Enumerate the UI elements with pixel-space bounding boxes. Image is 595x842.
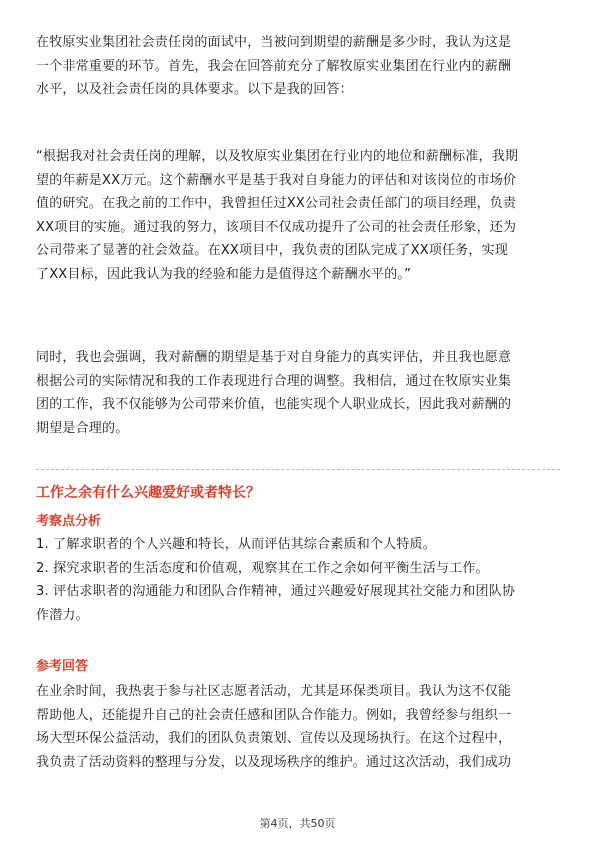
quote-line: 值的研究。在我之前的工作中，我曾担任过XX公司社会责任部门的项目经理，负责	[36, 196, 517, 211]
analysis-point: 3. 评估求职者的沟通能力和团队合作精神，通过兴趣爱好展现其社交能力和团队协	[36, 584, 516, 599]
analysis-heading: 考察点分析	[36, 514, 102, 529]
closing-line: 同时，我也会强调，我对薪酬的期望是基于对自身能力的真实评估，并且我也愿意	[36, 350, 512, 365]
answer-paragraph	[36, 680, 560, 774]
intro-line: 在牧原实业集团社会责任岗的面试中，当被问到期望的薪酬是多少时，我认为这是	[36, 35, 512, 50]
answer-line: 场大型环保公益活动，我们的团队负责策划、宣传以及现场执行。在这个过程中，	[36, 731, 512, 746]
analysis-list	[36, 533, 560, 627]
answer-line: 我负责了活动资料的整理与分发，以及现场秩序的维护。通过这次活动，我们成功	[36, 754, 512, 770]
answer-line: 在业余时间，我热衷于参与社区志愿者活动，尤其是环保类项目。我认为这不仅能	[36, 684, 512, 699]
answer-line: 帮助他人，还能提升自己的社会责任感和团队合作能力。例如，我曾经参与组织一	[36, 707, 512, 723]
analysis-point: 作潜力。	[36, 607, 89, 623]
analysis-point: 2. 探究求职者的生活态度和价值观，观察其在工作之余如何平衡生活与工作。	[36, 560, 489, 576]
page-number: 第4页，共50页	[259, 817, 336, 830]
closing-paragraph	[36, 346, 560, 440]
intro-line: 水平，以及社会责任岗的具体要求。以下是我的回答：	[36, 82, 353, 97]
closing-line: 团的工作，我不仅能够为公司带来价值，也能实现个人职业成长，因此我对薪酬的	[36, 397, 512, 412]
answer-heading: 参考回答	[36, 659, 89, 674]
closing-line: 根据公司的实际情况和我的工作表现进行合理的调整。我相信，通过在牧原实业集	[36, 373, 512, 389]
closing-line: 期望是合理的。	[36, 420, 129, 436]
quote-line: “根据我对社会责任岗的理解，以及牧原实业集团在行业内的地位和薪酬标准，我期	[36, 149, 519, 164]
analysis-point: 1. 了解求职者的个人兴趣和特长，从而评估其综合素质和个人特质。	[36, 537, 436, 552]
quote-line: 公司带来了显著的社会效益。在XX项目中，我负责的团队完成了XX项任务，实现	[36, 243, 509, 258]
quote-line: 了XX目标，因此我认为我的经验和能力是值得这个薪酬水平的。”	[36, 266, 412, 282]
quote-line: XX项目的实施。通过我的努力，该项目不仅成功提升了公司的社会责任形象，还为	[36, 219, 517, 235]
intro-line: 一个非常重要的环节。首先，我会在回答前充分了解牧原实业集团在行业内的薪酬	[36, 58, 512, 74]
quote-line: 望的年薪是XX万元。这个薪酬水平是基于我对自身能力的评估和对该岗位的市场价	[36, 172, 517, 188]
section-divider	[36, 469, 560, 470]
question-title: 工作之余有什么兴趣爱好或者特长？	[36, 485, 260, 501]
quote-paragraph	[36, 145, 560, 286]
intro-paragraph	[36, 31, 560, 102]
